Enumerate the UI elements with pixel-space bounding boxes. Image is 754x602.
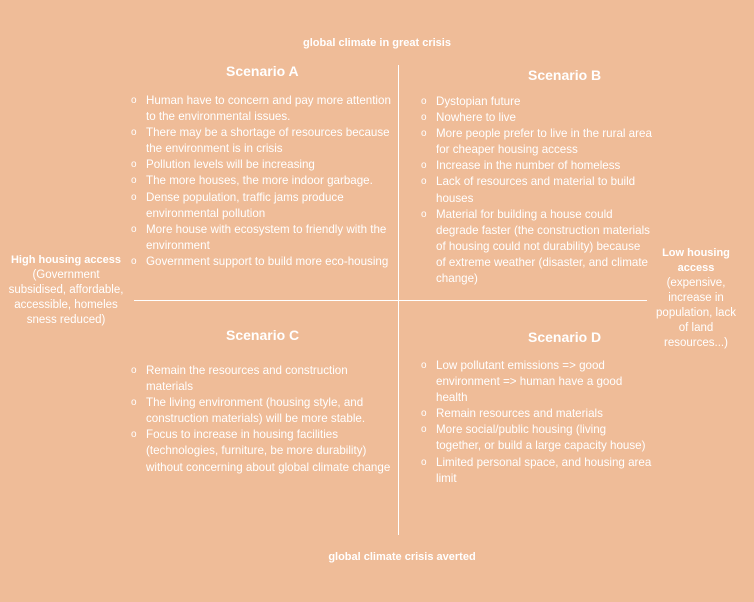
axis-left-desc: (Government subsidised, affordable, accessible, homeles sness reduced) (8, 269, 124, 326)
list-item: o There may be a shortage of resources because the environment is in crisis (131, 125, 393, 157)
axis-right-title: Low housing access (662, 247, 730, 274)
axis-right-label (654, 246, 738, 351)
scenario-b-title: Scenario B (528, 67, 602, 83)
list-item: o Focus to increase in housing facilities (technologies, furniture, be more durability) without concerning about global climate change (131, 427, 393, 475)
axis-right-desc: (expensive, increase in population, lack of land resources...) (656, 277, 736, 349)
axis-left-title: High housing access (10, 254, 122, 266)
scenario-d-list (421, 358, 653, 487)
list-item: o Remain the resources and construction materials (131, 363, 393, 395)
list-item: o More social/public housing (living together, or build a large capacity house) (421, 422, 653, 454)
list-item: o Dystopian future (421, 94, 653, 110)
horizontal-axis-line (134, 300, 647, 301)
list-item: o Increase in the number of homeless (421, 158, 653, 174)
list-item: o Lack of resources and material to build houses (421, 174, 653, 206)
list-item: o More people prefer to live in the rural area for cheaper housing access (421, 126, 653, 158)
scenario-b-list (421, 94, 653, 287)
list-item: o The more houses, the more indoor garbage. (131, 173, 393, 189)
axis-bottom-label: global climate crisis averted (328, 551, 476, 563)
list-item: o Human have to concern and pay more attention to the environmental issues. (131, 93, 393, 125)
scenario-c-list (131, 363, 393, 476)
axis-top-label: global climate in great crisis (303, 37, 451, 49)
list-item: o Nowhere to live (421, 110, 653, 126)
scenario-d-title: Scenario D (528, 329, 602, 345)
list-item: o More house with ecosystem to friendly with the environment (131, 222, 393, 254)
list-item: o Pollution levels will be increasing (131, 157, 393, 173)
list-item: o Limited personal space, and housing area limit (421, 455, 653, 487)
scenario-c-title: Scenario C (226, 327, 300, 343)
list-item: o Dense population, traffic jams produce environmental pollution (131, 190, 393, 222)
list-item: o Low pollutant emissions => good environment => human have a good health (421, 358, 653, 406)
list-item: o Government support to build more eco-housing (131, 254, 393, 270)
list-item: o Remain resources and materials (421, 406, 653, 422)
list-item: o Material for building a house could degrade faster (the construction materials of housing could not durability) because of extreme weather (disaster, and climate change) (421, 207, 653, 287)
scenario-a-list (131, 93, 393, 270)
axis-left-label (6, 253, 126, 328)
scenario-a-title: Scenario A (226, 63, 299, 79)
list-item: o The living environment (housing style, and construction materials) will be more stable. (131, 395, 393, 427)
